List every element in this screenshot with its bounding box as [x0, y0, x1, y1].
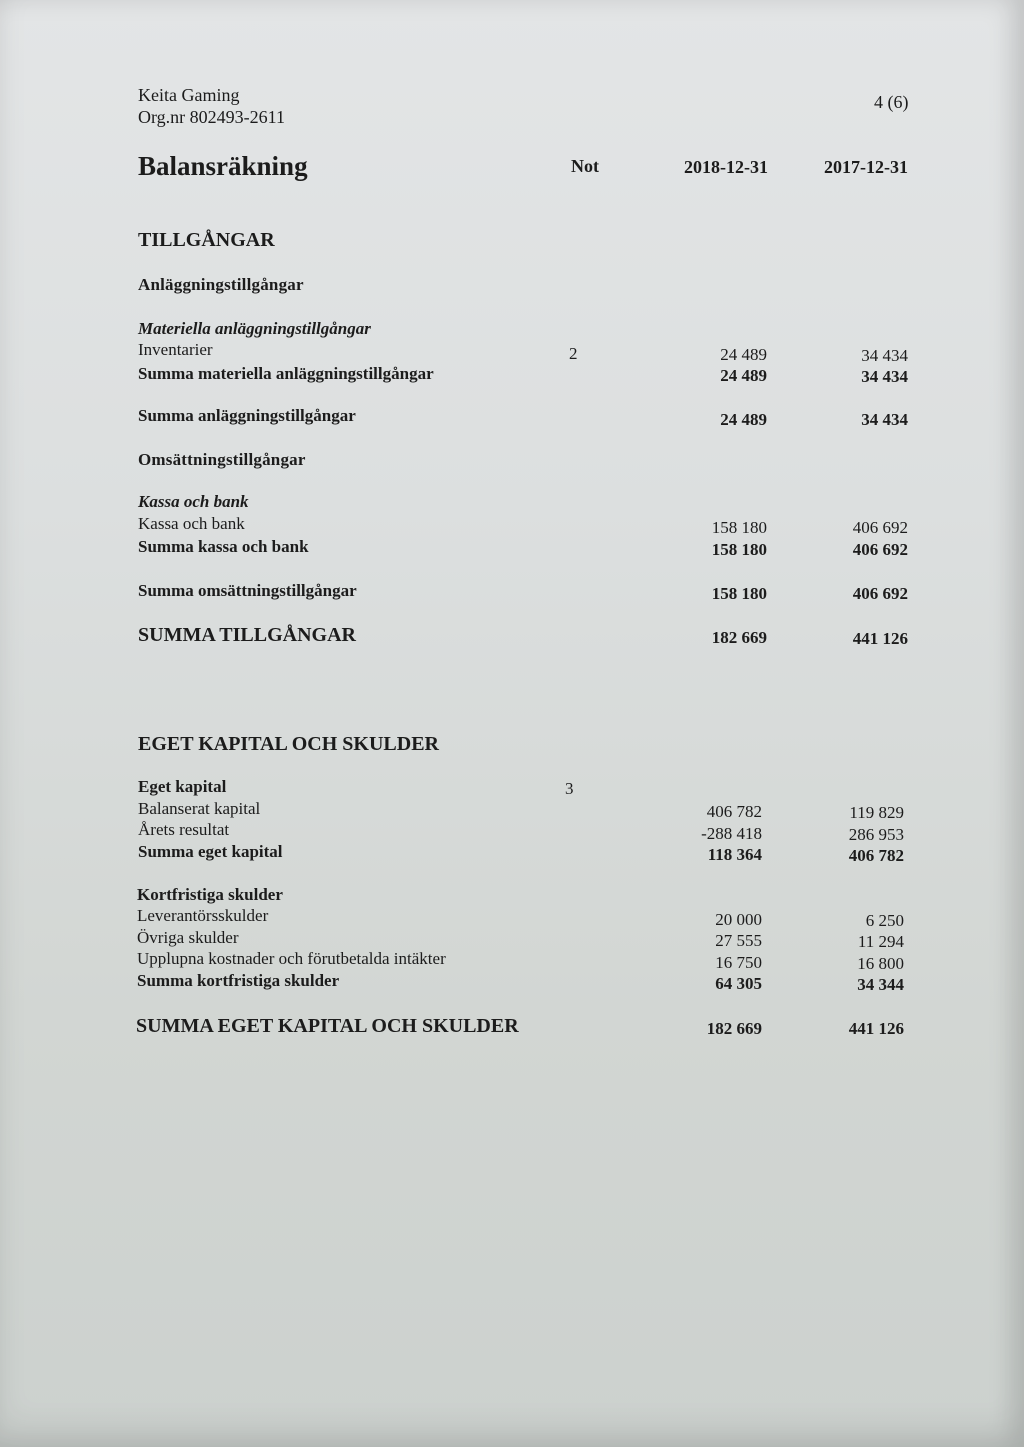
sum-value-2018: 24 489	[720, 366, 767, 385]
total-label-assets: SUMMA TILLGÅNGAR	[138, 624, 356, 646]
row-value-2017: 11 294	[857, 932, 904, 951]
sum-label-equity: Summa eget kapital	[138, 842, 283, 861]
column-header-year-2017: 2017-12-31	[824, 157, 908, 177]
sum-label-tangible: Summa materiella anläggningstillgångar	[138, 364, 434, 383]
group-heading-tangible: Materiella anläggningstillgångar	[138, 319, 371, 338]
subheading-equity: Eget kapital	[138, 777, 227, 796]
subheading-short-term-liabilities: Kortfristiga skulder	[137, 885, 283, 904]
page-title: Balansräkning	[138, 151, 308, 181]
company-name: Keita Gaming	[138, 85, 240, 105]
total-value-2018: 182 669	[711, 628, 767, 647]
row-label-upplupna: Upplupna kostnader och förutbetalda intäkter	[137, 949, 446, 968]
row-value-2018: 24 489	[720, 345, 767, 364]
row-value-2017: 286 953	[848, 825, 904, 844]
sum-value-2018: 158 180	[711, 540, 767, 559]
row-label-ovriga-skulder: Övriga skulder	[137, 928, 239, 947]
row-value-2018: 158 180	[711, 518, 767, 537]
row-label-kassa: Kassa och bank	[138, 514, 245, 533]
row-value-2017: 34 434	[861, 346, 908, 365]
row-value-2018: 20 000	[715, 910, 762, 929]
row-note-inventarier: 2	[569, 344, 578, 363]
sum-label-fixed-assets: Summa anläggningstillgångar	[138, 406, 356, 425]
total-value-2017: 441 126	[848, 1019, 904, 1038]
row-value-2017: 6 250	[865, 911, 904, 930]
column-header-year-2018: 2018-12-31	[684, 157, 768, 177]
subheading-fixed-assets: Anläggningstillgångar	[138, 275, 304, 294]
row-value-2018: -288 418	[701, 824, 762, 843]
section-heading-equity-liabilities: EGET KAPITAL OCH SKULDER	[138, 733, 439, 755]
row-value-2017: 16 800	[857, 954, 904, 973]
total-value-2018: 182 669	[706, 1019, 762, 1038]
note-equity: 3	[565, 779, 574, 798]
sum-value-2017: 34 434	[861, 367, 908, 386]
row-value-2017: 406 692	[852, 518, 908, 537]
sum-value-2018: 158 180	[711, 584, 767, 603]
sum-value-2018: 118 364	[707, 845, 762, 864]
column-header-note: Not	[571, 156, 599, 176]
sum-value-2017: 34 344	[857, 975, 904, 994]
sum-label-cash: Summa kassa och bank	[138, 537, 309, 556]
page-number: 4 (6)	[874, 92, 909, 112]
total-label-equity-liabilities: SUMMA EGET KAPITAL OCH SKULDER	[136, 1015, 519, 1037]
row-label-leverantorsskulder: Leverantörsskulder	[137, 906, 269, 925]
sum-value-2017: 406 692	[852, 540, 908, 559]
row-label-inventarier: Inventarier	[138, 340, 213, 359]
row-label-balanserat: Balanserat kapital	[138, 799, 261, 818]
section-heading-assets: TILLGÅNGAR	[138, 229, 275, 251]
group-heading-cash: Kassa och bank	[138, 492, 249, 511]
row-value-2017: 119 829	[849, 803, 904, 822]
row-value-2018: 406 782	[706, 802, 762, 821]
total-value-2017: 441 126	[852, 629, 908, 648]
org-number: Org.nr 802493-2611	[138, 107, 285, 127]
sum-label-current-assets: Summa omsättningstillgångar	[138, 581, 357, 600]
subheading-current-assets: Omsättningstillgångar	[138, 450, 306, 469]
row-label-arets-resultat: Årets resultat	[138, 820, 230, 839]
sum-value-2017: 34 434	[861, 410, 908, 429]
row-value-2018: 27 555	[715, 931, 762, 950]
sum-label-short-term-liabilities: Summa kortfristiga skulder	[137, 971, 340, 990]
sum-value-2018: 24 489	[720, 410, 767, 429]
sum-value-2018: 64 305	[715, 974, 762, 993]
sum-value-2017: 406 782	[848, 846, 904, 865]
sum-value-2017: 406 692	[852, 584, 908, 603]
row-value-2018: 16 750	[715, 953, 762, 972]
